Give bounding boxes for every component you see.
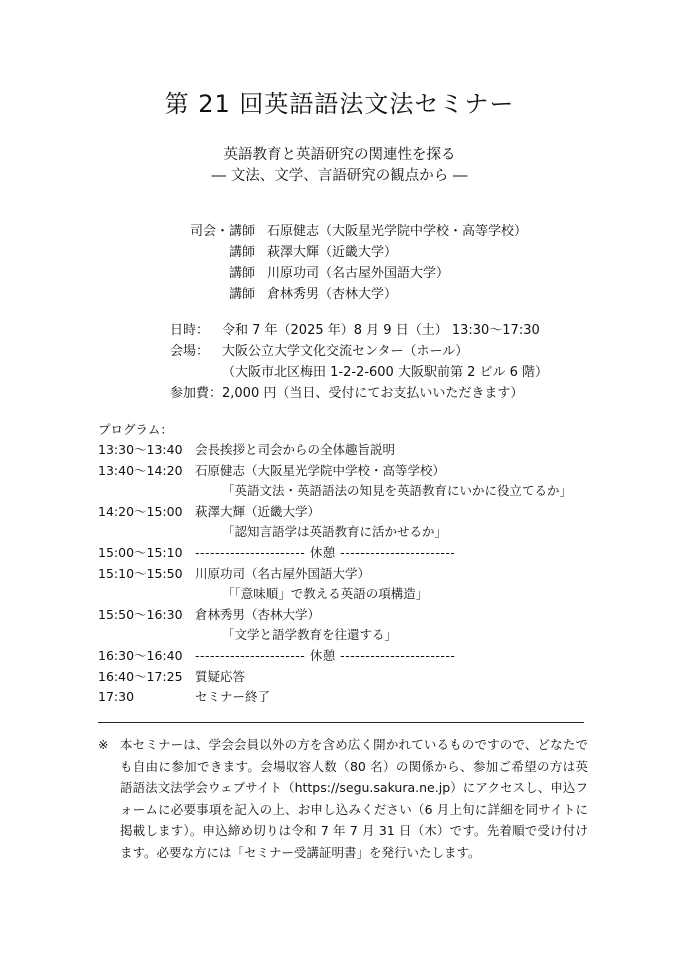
speaker-row — [183, 221, 527, 242]
speaker-role: 講師 — [228, 287, 255, 302]
date-label: 日時： — [170, 323, 210, 338]
venue-label: 会場： — [170, 344, 210, 359]
program-time: 15:10～15:50 — [98, 565, 183, 581]
speaker-row — [183, 263, 527, 284]
program-section — [98, 419, 572, 708]
program-text: 萩澤大輝（近畿大学） — [195, 503, 321, 519]
program-time: 16:40～17:25 — [98, 668, 183, 684]
speaker-name: 川原功司（名古屋外国語大学） — [267, 266, 450, 281]
program-item — [98, 646, 572, 667]
program-item — [98, 543, 572, 564]
program-talk-title: 「文学と語学教育を往還する」 — [222, 627, 398, 643]
speaker-name: 萩澤大輝（近畿大学） — [267, 245, 398, 260]
speaker-role: 司会・講師 — [189, 224, 255, 239]
program-time: 13:40～14:20 — [98, 462, 183, 478]
registration-note — [98, 734, 588, 863]
program-text: セミナー終了 — [195, 689, 271, 705]
venue-row — [170, 341, 548, 362]
venue-address: （大阪市北区梅田 1-2-2-600 大阪駅前第 2 ビル 6 階） — [222, 365, 549, 380]
fee-row — [170, 383, 548, 404]
program-text: 倉林秀男（杏林大学） — [195, 606, 321, 622]
date-value: 令和 7 年（2025 年）8 月 9 日（土） 13:30～17:30 — [222, 323, 540, 338]
speaker-row — [183, 242, 527, 263]
program-item — [98, 502, 572, 523]
program-talk-title: 「「意味順」で教える英語の項構造」 — [222, 586, 429, 602]
program-time: 16:30～16:40 — [98, 647, 183, 663]
program-item — [98, 461, 572, 482]
speaker-name: 石原健志（大阪星光学院中学校・高等学校） — [267, 224, 528, 239]
program-text: 会長挨拶と司会からの全体趣旨説明 — [195, 442, 396, 457]
program-item — [98, 687, 572, 708]
fee-value: 2,000 円（当日、受付にてお支払いいただきます） — [222, 386, 524, 401]
section-divider — [98, 722, 584, 723]
program-item — [98, 440, 572, 461]
page-title: 第 21 回英語語法文法セミナー — [164, 90, 515, 118]
subtitle-secondary: ― 文法、文学、言語研究の観点から ― — [211, 168, 468, 184]
program-break: ---------------------- 休憩 ----------------------- — [195, 647, 456, 663]
program-text: 質疑応答 — [195, 668, 246, 684]
program-text: 石原健志（大阪星光学院中学校・高等学校） — [195, 462, 446, 478]
program-time: 14:20～15:00 — [98, 503, 183, 519]
speaker-list — [183, 221, 527, 305]
program-talk-title: 「認知言語学は英語教育に活かせるか」 — [222, 524, 448, 540]
program-time: 17:30 — [98, 689, 135, 705]
program-item — [98, 564, 572, 585]
speaker-row — [183, 284, 527, 305]
speaker-role: 講師 — [228, 245, 255, 260]
program-time: 15:50～16:30 — [98, 606, 183, 622]
program-talk-title: 「英語文法・英語語法の知見を英語教育にいかに役立てるか」 — [222, 483, 573, 499]
speaker-name: 倉林秀男（杏林大学） — [267, 287, 398, 302]
subtitle-main: 英語教育と英語研究の関連性を探る — [223, 147, 456, 163]
fee-label: 参加費： — [170, 386, 223, 401]
program-text: 川原功司（名古屋外国語大学） — [195, 565, 371, 581]
note-mark: ※ — [98, 737, 109, 752]
note-text: 本セミナーは、学会会員以外の方を含め広く開かれているものですので、どなたでも自由に参加できます。会場収容人数（80 名）の関係から、参加ご希望の方は英語語法文法学会ウェブサイト（https://segu.sakura.ne.jp）にアクセスし、申込フォームに必要事項を記入の上、お申し込みください（6 月上旬に詳細を同サイトに掲載します）。申込締め切りは令和 7 年 7 月 31 日（木）です。先着順で受け付けます。必要な方には「セミナー受講証明書」を発行いたします。 — [120, 737, 588, 860]
program-item — [98, 605, 572, 626]
program-item — [98, 667, 572, 688]
speaker-role: 講師 — [228, 266, 255, 281]
event-info — [170, 320, 548, 404]
program-break: ---------------------- 休憩 ----------------------- — [195, 544, 456, 560]
program-time: 15:00～15:10 — [98, 544, 183, 560]
venue-value: 大阪公立大学文化交流センター（ホール） — [222, 344, 469, 359]
program-heading: プログラム： — [98, 422, 173, 437]
date-row — [170, 320, 548, 341]
program-time: 13:30～13:40 — [98, 442, 183, 457]
